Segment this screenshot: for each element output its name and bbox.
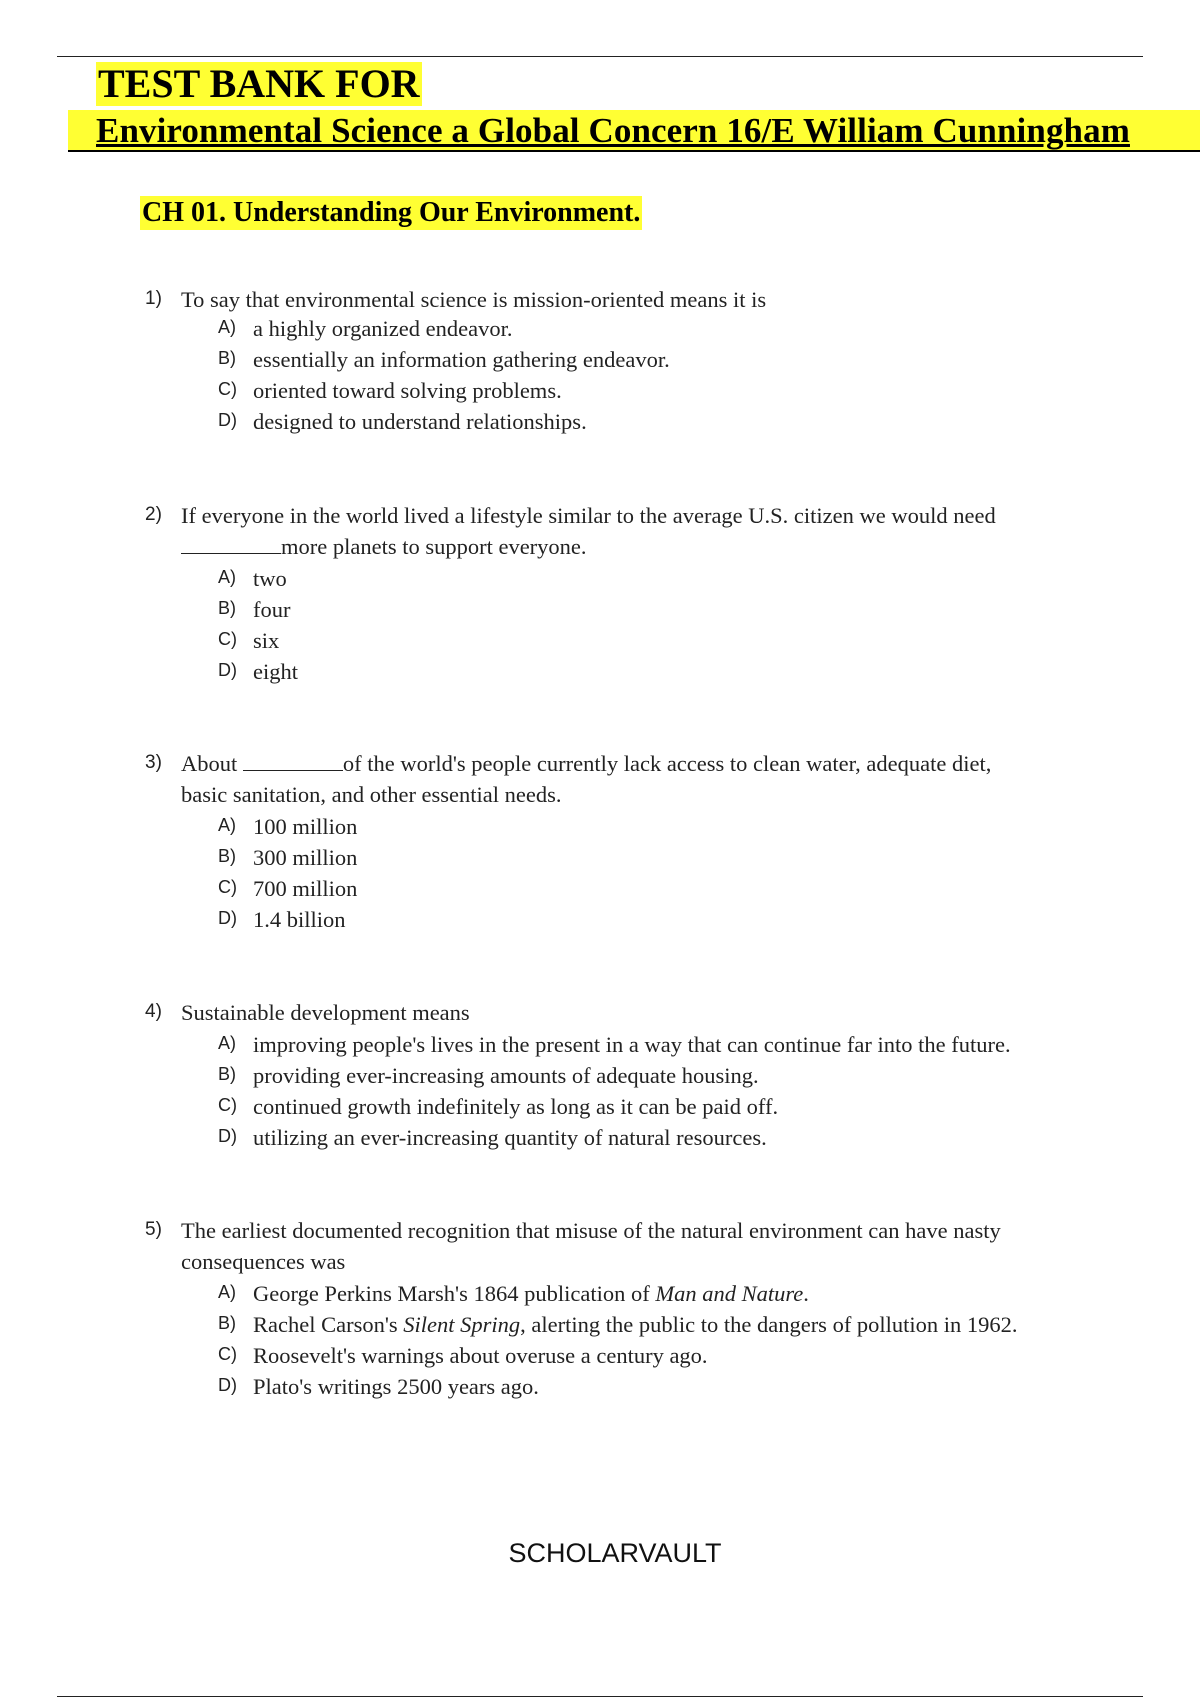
option-text-before: Rachel Carson's (253, 1312, 404, 1337)
option-b (0, 1309, 1200, 1340)
option-b (0, 594, 1200, 625)
question-text-line-1: The earliest documented recognition that misuse of the natural environment can have nasty (181, 1218, 1001, 1243)
option-b (0, 842, 1200, 873)
option-label: D) (218, 410, 237, 430)
option-a (0, 811, 1200, 842)
option-text-after: , alerting the public to the dangers of pollution in 1962. (520, 1312, 1018, 1337)
option-label: D) (218, 1375, 237, 1395)
option-c (0, 625, 1200, 656)
question-text-after-blank: more planets to support everyone. (281, 534, 587, 559)
question-text-line-1 (181, 748, 1081, 779)
option-text: oriented toward solving problems. (253, 378, 562, 403)
option-c (0, 375, 1200, 406)
option-a (0, 1278, 1200, 1309)
option-text: 1.4 billion (253, 907, 346, 932)
question-text-before-blank: About (181, 751, 238, 776)
option-c (0, 873, 1200, 904)
question-text-line-2: basic sanitation, and other essential needs. (181, 782, 562, 807)
question-text-line-2: consequences was (181, 1249, 346, 1274)
option-text-before: George Perkins Marsh's 1864 publication of (253, 1281, 656, 1306)
option-b (0, 1060, 1200, 1091)
option-label: A) (218, 1033, 236, 1053)
option-label: B) (218, 348, 236, 368)
option-label: C) (218, 379, 237, 399)
option-label: B) (218, 598, 236, 618)
option-d (0, 1122, 1200, 1153)
question-text (181, 1215, 1081, 1277)
option-label: A) (218, 1282, 236, 1302)
option-label: B) (218, 846, 236, 866)
option-text: 300 million (253, 845, 358, 870)
option-text: 700 million (253, 876, 358, 901)
option-c (0, 1340, 1200, 1371)
option-text: designed to understand relationships. (253, 409, 587, 434)
question-number: 4) (145, 1001, 162, 1022)
option-text: Plato's writings 2500 years ago. (253, 1374, 539, 1399)
option-label: C) (218, 877, 237, 897)
answer-blank (181, 535, 281, 554)
option-label: C) (218, 1095, 237, 1115)
option-b (0, 344, 1200, 375)
question-number: 3) (145, 752, 162, 773)
option-text: 100 million (253, 814, 358, 839)
bottom-rule (57, 1696, 1143, 1697)
option-text: a highly organized endeavor. (253, 316, 513, 341)
option-text: two (253, 566, 287, 591)
option-a (0, 563, 1200, 594)
option-text (253, 1278, 809, 1309)
option-text-after: . (803, 1281, 809, 1306)
option-label: C) (218, 629, 237, 649)
question-text (181, 500, 1081, 562)
option-text: essentially an information gathering endeavor. (253, 347, 670, 372)
question-text: Sustainable development means (181, 1000, 470, 1025)
option-label: B) (218, 1064, 236, 1084)
option-c (0, 1091, 1200, 1122)
option-d (0, 656, 1200, 687)
option-label: A) (218, 815, 236, 835)
book-title-italic: Silent Spring (403, 1312, 521, 1337)
option-text: six (253, 628, 280, 653)
question-text-after-blank: of the world's people currently lack access to clean water, adequate diet, (342, 751, 992, 776)
option-label: D) (218, 1126, 237, 1146)
question-text-line-2 (181, 531, 1081, 562)
option-label: B) (218, 1313, 236, 1333)
footer-watermark: SCHOLARVAULT (508, 1538, 722, 1568)
top-rule (57, 56, 1143, 57)
option-text: improving people's lives in the present in a way that can continue far into the future. (253, 1032, 1011, 1057)
option-label: A) (218, 567, 236, 587)
option-label: C) (218, 1344, 237, 1364)
option-a (0, 1029, 1200, 1060)
question-text: To say that environmental science is mission-oriented means it is (181, 287, 767, 312)
book-title-italic: Man and Nature (655, 1281, 804, 1306)
option-text: providing ever-increasing amounts of adequate housing. (253, 1063, 759, 1088)
option-text (253, 1309, 1018, 1340)
option-d (0, 904, 1200, 935)
title-line-1: TEST BANK FOR (98, 61, 420, 106)
chapter-heading: CH 01. Understanding Our Environment. (142, 197, 641, 228)
question-number: 1) (145, 288, 162, 309)
title-line-2-band (68, 110, 1200, 152)
question-text (181, 748, 1081, 810)
option-text: continued growth indefinitely as long as it can be paid off. (253, 1094, 779, 1119)
option-text: utilizing an ever-increasing quantity of natural resources. (253, 1125, 767, 1150)
option-label: D) (218, 908, 237, 928)
title-line-2: Environmental Science a Global Concern 16/E William Cunningham (96, 111, 1130, 150)
option-d (0, 406, 1200, 437)
answer-blank (243, 752, 343, 771)
option-d (0, 1371, 1200, 1402)
option-label: A) (218, 317, 236, 337)
question-number: 2) (145, 504, 162, 525)
question-number: 5) (145, 1219, 162, 1240)
option-text: Roosevelt's warnings about overuse a century ago. (253, 1343, 708, 1368)
option-a (0, 313, 1200, 344)
question-text-line-1: If everyone in the world lived a lifestyle similar to the average U.S. citizen we would need (181, 503, 996, 528)
option-text: four (253, 597, 291, 622)
option-text: eight (253, 659, 298, 684)
option-label: D) (218, 660, 237, 680)
